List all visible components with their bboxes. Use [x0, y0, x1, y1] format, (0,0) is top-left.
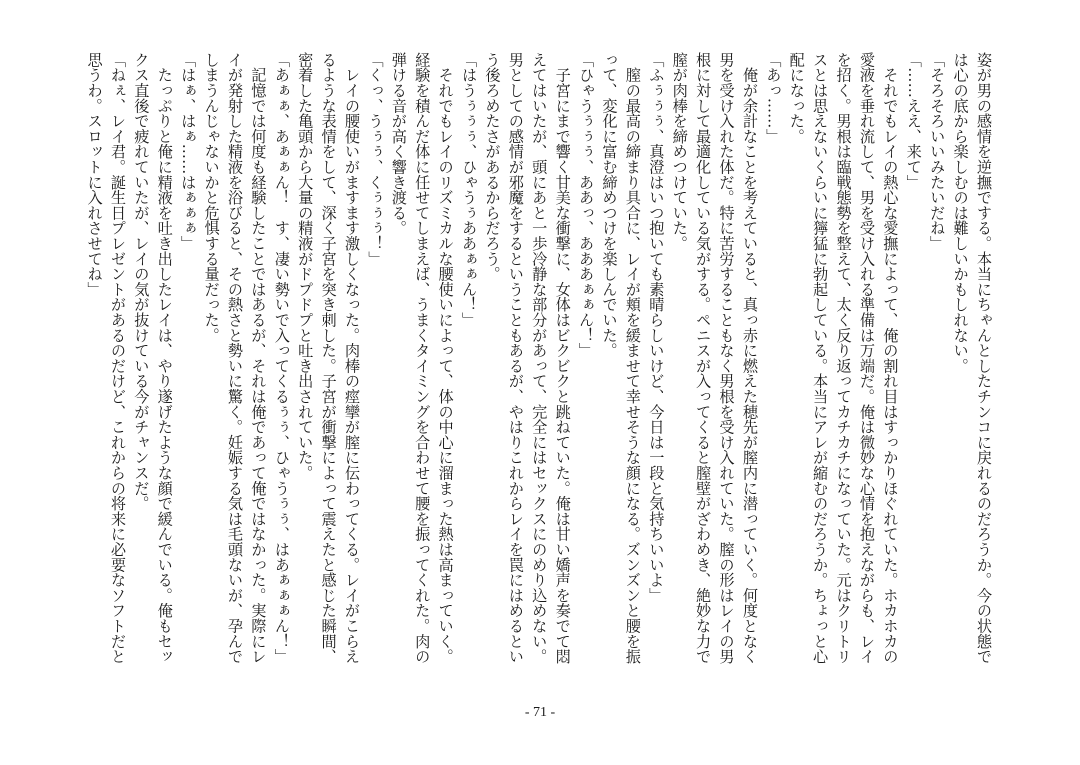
text-line: う後ろめたさがあるからだろう。 [483, 52, 502, 282]
text-line: 密着した亀頭から大量の精液がドプドプと吐き出されていた。 [296, 52, 315, 481]
text-line: 思うわ。スロットに入れさせてね」 [85, 52, 104, 297]
text-line: るような表情をして、深く子宮を突き刺した。子宮が衝撃によって震えたと感じた瞬間、 [319, 52, 338, 664]
text-line: 経験を積んだ体に任せてしまえば、うまくタイミングを合わせて腰を振ってくれた。肉の [413, 52, 432, 664]
text-line: しまうんじゃないかと危惧する量だった。 [202, 52, 221, 343]
text-line: えてはいたが、頭にあと一歩冷静な部分があって、完全にはセックスにのめり込めない。 [530, 52, 549, 664]
text-line: それでもレイのリズミカルな腰使いによって、体の中心に溜まった熱は高まっていく。 [436, 52, 455, 664]
text-line: は心の底から楽しむのは難しいかもしれない。 [951, 52, 970, 374]
text-line: 俺が余計なことを考えていると、真っ赤に燃えた穂先が膣内に潜っていく。何度となく [740, 52, 759, 664]
text-line: スとは思えないくらいに獰猛に勃起している。本当にアレが縮むのだろうか。ちょっと心 [811, 52, 830, 664]
text-line: イが発射した精液を浴びると、その熱さと勢いに驚く。妊娠する気は毛頭ないが、孕んで [226, 52, 244, 664]
text-line: 「ねぇ、レイ君。誕生日プレゼントがあるのだけど、これからの将来に必要なソフトだと [108, 52, 127, 664]
text-line: クス直後で疲れていたが、レイの気が抜けている今がチャンスだ。 [132, 52, 151, 511]
text-line: 弾ける音が高く響き渡る。 [389, 52, 408, 236]
text-line: 記憶では何度も経験したことではあるが、それは俺であって俺ではなかった。実際にレ [249, 52, 268, 664]
text-line: 「ひゃうぅぅぅ、ああっ、あああぁぁん！」 [577, 52, 596, 358]
text-line: 「ふぅぅぅ、真澄はいつ抱いても素晴らしいけど、今日は一段と気持ちいいよ」 [647, 52, 666, 603]
text-line: 愛液を垂れ流して、男を受け入れる準備は万端だ。俺は微妙な心情を抱えながらも、レイ [857, 52, 876, 664]
text-line: たっぷりと俺に精液を吐き出したレイは、やり遂げたような顔で緩んでいる。俺もセッ [155, 52, 174, 664]
text-line: 「あぁぁ、あぁぁん！ す、凄い勢いで入ってくるぅぅ、ひゃうぅぅ、はあぁぁぁん！」 [272, 52, 291, 664]
text-line: それでもレイの熱心な愛撫によって、俺の割れ目はすっかりほぐれていた。ホカホカの [881, 52, 900, 664]
text-line: 姿が男の感情を逆撫でする。本当にちゃんとしたチンコに戻れるのだろうか。今の状態で [975, 52, 993, 664]
text-line: 「そろそろいいみたいだね」 [928, 52, 947, 251]
text-line: 男を受け入れた体だ。特に苦労することもなく男根を受け入れていた。膣の形はレイの男 [717, 52, 736, 664]
text-line: 「はぁ、はぁ……はぁぁぁ」 [179, 52, 198, 251]
text-line: 根に対して最適化している気がする。ペニスが入ってくると膣壁がざわめき、絶妙な力で [694, 52, 713, 664]
page-number: - 71 - [524, 705, 556, 720]
text-line: 「はうぅぅぅ、ひゃうぅああぁぁん！」 [460, 52, 479, 328]
text-line: 子宮にまで響く甘美な衝撃に、女体はビクビクと跳ねていた。俺は甘い嬌声を奏でて悶 [553, 52, 572, 664]
text-line: を招く。男根は臨戦態勢を整えて、太く反り返ってカチカチになっていた。元はクリトリ [834, 52, 853, 664]
text-line: 「くっ、うぅぅ、くぅぅぅ！」 [366, 52, 385, 267]
text-line: レイの腰使いがますます激しくなった。肉棒の痙攣が膣に伝わってくる。レイがこらえ [343, 52, 362, 664]
text-line: って、変化に富む締めつけを楽しんでいた。 [600, 52, 619, 358]
text-line: 膣の最高の締まり具合に、レイが頬を緩ませて幸せそうな顔になる。ズンズンと腰を振 [623, 52, 642, 664]
body-text [82, 52, 995, 692]
text-line: 配になった。 [787, 52, 806, 144]
text-line: 膣が肉棒を締めつけていた。 [670, 52, 689, 251]
text-line: 男としての感情が邪魔をするということもあるが、やはりこれからレイを罠にはめるとい [506, 52, 525, 664]
text-line: 「……ええ、来て」 [904, 52, 923, 190]
text-line: 「あっ……」 [764, 52, 783, 144]
